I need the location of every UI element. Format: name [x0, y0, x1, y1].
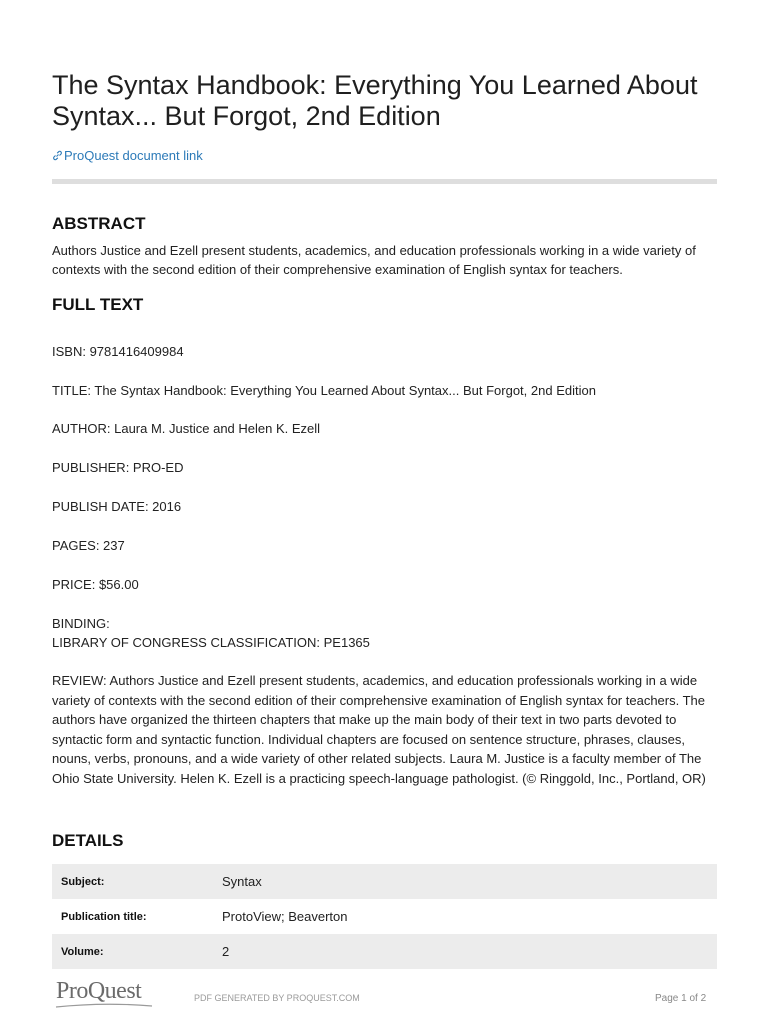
details-label: Subject: — [61, 875, 105, 888]
abstract-text: Authors Justice and Ezell present students, academics, and education professionals working in a wide variety of contexts with the second edition of their comprehensive examination of English syntax for teachers. — [52, 243, 696, 277]
title-line: TITLE: The Syntax Handbook: Everything You Learned About Syntax... But Forgot, 2nd Edition — [52, 383, 596, 398]
binding-line: BINDING: — [52, 616, 110, 631]
pages-line: PAGES: 237 — [52, 538, 125, 553]
details-value: ProtoView; Beaverton — [222, 909, 348, 924]
page-number: Page 1 of 2 — [655, 993, 707, 1004]
abstract-heading: ABSTRACT — [52, 214, 146, 233]
isbn-line: ISBN: 9781416409984 — [52, 344, 184, 359]
header-divider — [52, 179, 717, 184]
document-title: The Syntax Handbook: Everything You Learned About Syntax... But Forgot, 2nd Edition — [52, 70, 698, 131]
details-row-publication-title — [52, 899, 717, 934]
details-heading: DETAILS — [52, 831, 124, 850]
link-icon — [52, 150, 63, 161]
details-value: Syntax — [222, 874, 262, 889]
details-value: 2 — [222, 944, 230, 959]
author-line: AUTHOR: Laura M. Justice and Helen K. Ezell — [52, 421, 321, 436]
details-label: Publication title: — [61, 910, 147, 923]
publish-date-line: PUBLISH DATE: 2016 — [52, 499, 182, 514]
proquest-logo: ProQuest — [56, 978, 142, 1004]
publisher-line: PUBLISHER: PRO-ED — [52, 460, 184, 475]
details-row-subject — [52, 864, 717, 899]
details-row-volume — [52, 934, 717, 969]
full-text-heading: FULL TEXT — [52, 295, 144, 314]
logo-swoosh-icon — [54, 1003, 154, 1009]
details-table — [52, 864, 717, 969]
proquest-document-link[interactable] — [52, 148, 203, 163]
loc-classification-line: LIBRARY OF CONGRESS CLASSIFICATION: PE1365 — [52, 635, 370, 650]
details-label: Volume: — [61, 945, 104, 958]
price-line: PRICE: $56.00 — [52, 577, 139, 592]
review-text: REVIEW: Authors Justice and Ezell present students, academics, and education professionals working in a wide variety of contexts with the second edition of their comprehensive examination of English syntax for teachers. The authors have organized the thirteen chapters that make up the main body of their text in two parts devoted to syntactic form and syntactic function. Individual chapters are focused on sentence structure, phrases, clauses, nouns, verbs, pronouns, and a wide variety of other related subjects. Laura M. Justice is a faculty member of The Ohio State University. Helen K. Ezell is a practicing speech-language pathologist. (© Ringgold, Inc., Portland, OR) — [52, 673, 706, 786]
proquest-document-link-label: ProQuest document link — [64, 148, 203, 163]
pdf-generated-note: PDF GENERATED BY PROQUEST.COM — [194, 993, 360, 1003]
